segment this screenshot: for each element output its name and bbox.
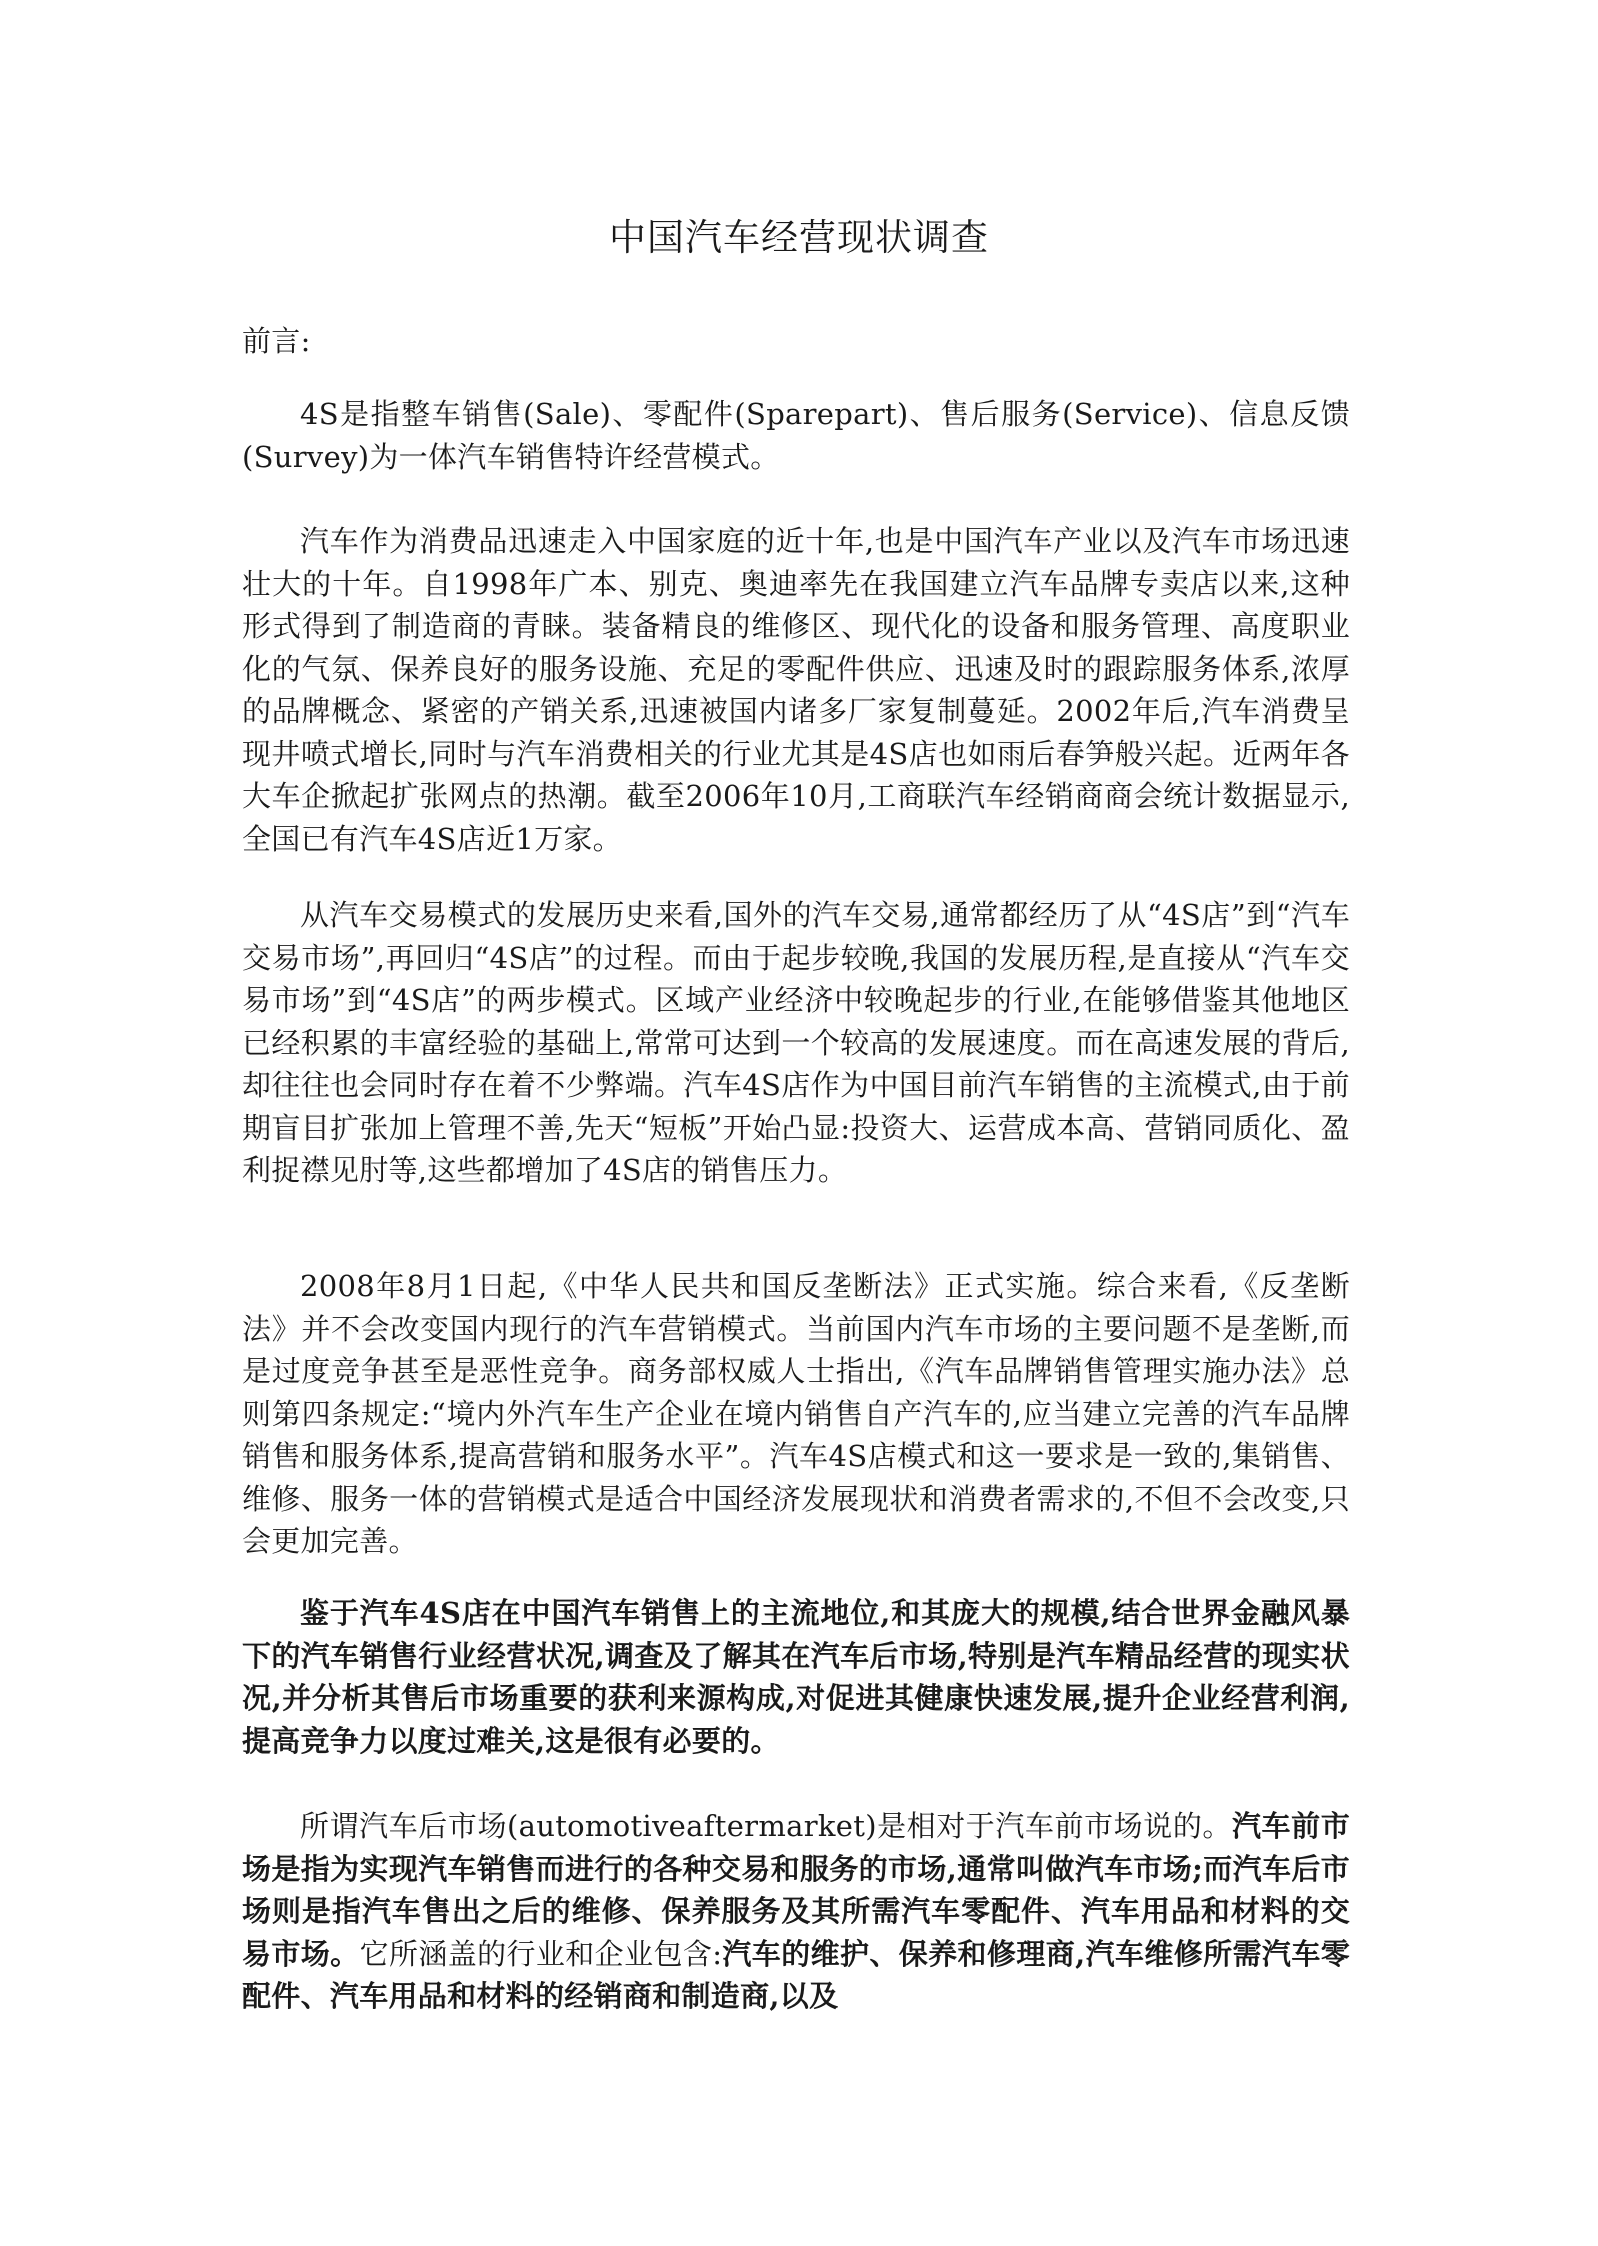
aftermarket-definition-text: 汽车前市场是指为实现汽车销售而进行的各种交易和服务的市场,通常叫做汽车市场;而汽车后市场则是指汽车售出之后的维修、保养服务及其所需汽车零配件、汽车用品和材料的交易市场。 — [242, 1809, 1351, 1971]
paragraph-4s-definition: 4S是指整车销售(Sale)、零配件(Sparepart)、售后服务(Service)、信息反馈(Survey)为一体汽车销售特许经营模式。 — [242, 397, 1350, 474]
aftermarket-intro-text: 所谓汽车后市场(automotiveaftermarket)是相对于汽车前市场说的。 — [300, 1809, 1232, 1843]
paragraph-trading-model: 从汽车交易模式的发展历史来看,国外的汽车交易,通常都经历了从“4S店”到“汽车交易市场”,再回归“4S店”的过程。而由于起步较晚,我国的发展历程,是直接从“汽车交易市场”到“4S店”的两步模式。区域产业经济中较晚起步的行业,在能够借鉴其他地区已经积累的丰富经验的基础上,常常可达到一个较高的发展速度。而在高速发展的背后,却往往也会同时存在着不少弊端。汽车4S店作为中国目前汽车销售的主流模式,由于前期盲目扩张加上管理不善,先天“短板”开始凸显:投资大、运营成本高、营销同质化、盈利捉襟见肘等,这些都增加了4S店的销售压力。 — [242, 898, 1350, 1187]
paragraph-antitrust-law: 2008年8月1日起,《中华人民共和国反垄断法》正式实施。综合来看,《反垄断法》并不会改变国内现行的汽车营销模式。当前国内汽车市场的主要问题不是垄断,而是过度竞争甚至是恶性竞争。商务部权威人士指出,《汽车品牌销售管理实施办法》总则第四条规定:“境内外汽车生产企业在境内销售自产汽车的,应当建立完善的汽车品牌销售和服务体系,提高营销和服务水平”。汽车4S店模式和这一要求是一致的,集销售、维修、服务一体的营销模式是适合中国经济发展现状和消费者需求的,不但不会改变,只会更加完善。 — [242, 1269, 1350, 1558]
paragraph-industry-history: 汽车作为消费品迅速走入中国家庭的近十年,也是中国汽车产业以及汽车市场迅速壮大的十年。自1998年广本、别克、奥迪率先在我国建立汽车品牌专卖店以来,这种形式得到了制造商的青睐。装备精良的维修区、现代化的设备和服务管理、高度职业化的气氛、保养良好的服务设施、充足的零配件供应、迅速及时的跟踪服务体系,浓厚的品牌概念、紧密的产销关系,迅速被国内诸多厂家复制蔓延。2002年后,汽车消费呈现井喷式增长,同时与汽车消费相关的行业尤其是4S店也如雨后春笋般兴起。近两年各大车企掀起扩张网点的热潮。截至2006年10月,工商联汽车经销商商会统计数据显示,全国已有汽车4S店近1万家。 — [242, 524, 1350, 856]
aftermarket-scope-text: 它所涵盖的行业和企业包含: — [359, 1936, 723, 1971]
document-title: 中国汽车经营现状调查 — [609, 216, 989, 259]
preface-label: 前言: — [242, 324, 311, 358]
aftermarket-participants-text: 汽车的维护、保养和修理商,汽车维修所需汽车零配件、汽车用品和材料的经销商和制造商,以及 — [242, 1936, 1351, 2013]
paragraph-aftermarket-definition — [242, 1805, 1350, 2018]
paragraph-survey-purpose: 鉴于汽车4S店在中国汽车销售上的主流地位,和其庞大的规模,结合世界金融风暴下的汽车销售行业经营状况,调查及了解其在汽车后市场,特别是汽车精品经营的现实状况,并分析其售后市场重要的获利来源构成,对促进其健康快速发展,提升企业经营利润,提高竞争力以度过难关,这是很有必要的。 — [242, 1596, 1350, 1758]
